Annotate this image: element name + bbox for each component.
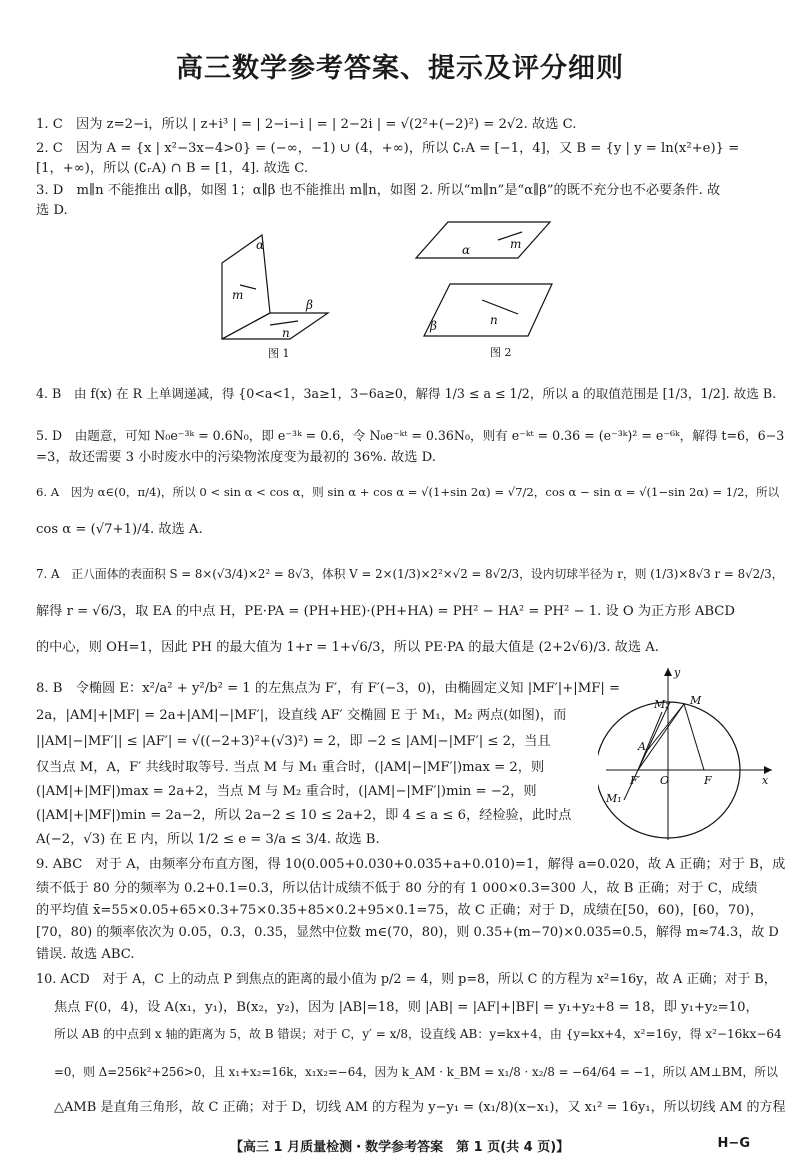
fig1-label-beta: β — [306, 298, 313, 312]
footer-text: 【高三 1 月质量检测・数学参考答案 第 1 页(共 4 页)】 — [230, 1140, 570, 1155]
answer-5: 5. D 由题意，可知 N₀e⁻³ᵏ = 0.6N₀，即 e⁻³ᵏ = 0.6，令 N₀e⁻ᵏᵗ = 0.36N₀，则有 e⁻ᵏᵗ = 0.36 = (e⁻³ᵏ)² = e⁻⁶ᵏ，解得 t=6，6−3 — [36, 428, 785, 443]
answer-10-cont2: 所以 AB 的中点到 x 轴的距离为 5，故 B 错误；对于 C，y′ = x/8，设直线 AB：y=kx+4，由 {y=kx+4，x²=16y，得 x²−16kx−64 — [54, 1027, 782, 1041]
fig3-label-x: x — [762, 774, 769, 787]
answer-2-cont: [1，+∞)，所以 (∁ᵣA) ∩ B = [1，4]. 故选 C. — [36, 161, 309, 176]
fig3-label-m1: M₁ — [606, 792, 622, 805]
fig3-label-a: A — [638, 740, 646, 753]
fig3-label-o: O — [660, 774, 670, 787]
answer-10-cont1: 焦点 F(0，4)，设 A(x₁，y₁)，B(x₂，y₂)，因为 |AB|=18，则 |AB| = |AF|+|BF| = y₁+y₂+8 = 18，即 y₁+y₂=10， — [54, 1000, 759, 1015]
answer-5-cont: =3，故还需要 3 小时废水中的污染物浓度变为最初的 36%. 故选 D. — [36, 450, 436, 465]
answer-9-cont1: 绩不低于 80 分的频率为 0.2+0.1=0.3，所以估计成绩不低于 80 分的有 1 000×0.3=300 人，故 B 正确；对于 C，成绩 — [36, 881, 758, 896]
answer-8-cont3: 仅当点 M，A，F′ 共线时取等号. 当点 M 与 M₁ 重合时，(|AM|−|MF′|)max = 2，则 — [36, 760, 545, 775]
fig2-label-n: n — [490, 313, 498, 327]
figure-2 — [410, 210, 560, 360]
fig3-label-m2: M₂ — [654, 698, 670, 711]
answer-6-cont: cos α = (√7+1)/4. 故选 A. — [36, 522, 203, 537]
fig2-label-alpha: α — [462, 243, 471, 257]
fig3-label-y: y — [674, 666, 681, 679]
answer-8-cont5: (|AM|+|MF|)min = 2a−2，所以 2a−2 ≤ 10 ≤ 2a+2，即 4 ≤ a ≤ 6，经检验，此时点 — [36, 808, 572, 823]
page-title: 高三数学参考答案、提示及评分细则 — [176, 53, 624, 84]
fig3-label-f-prime: F′ — [630, 774, 641, 787]
fig3-label-m: M — [690, 694, 702, 707]
answer-7-cont2: 的中心，则 OH=1，因此 PH 的最大值为 1+r = 1+√6/3，所以 PE·PA 的最大值是 (2+2√6)/3. 故选 A. — [36, 640, 659, 655]
answer-9-cont4: 错误. 故选 ABC. — [36, 947, 135, 962]
answer-8-cont2: ||AM|−|MF′|| ≤ |AF′| = √((−2+3)²+(√3)²) = 2，即 −2 ≤ |AM|−|MF′| ≤ 2，当且 — [36, 734, 551, 749]
fig1-label-alpha: α — [256, 238, 265, 252]
answer-9: 9. ABC 对于 A，由频率分布直方图，得 10(0.005+0.030+0.035+a+0.010)=1，解得 a=0.020，故 A 正确；对于 B，成 — [36, 857, 786, 872]
answer-7-cont1: 解得 r = √6/3，取 EA 的中点 H，PE·PA = (PH+HE)·(PH+HA) = PH² − HA² = PH² − 1. 设 O 为正方形 ABCD — [36, 604, 735, 619]
answer-9-cont3: [70，80) 的频率依次为 0.05，0.3，0.35，显然中位数 m∈(70，80)，则 0.35+(m−70)×0.035=0.5，解得 m≈74.3，故 D — [36, 925, 779, 940]
fig2-label-beta: β — [430, 319, 437, 333]
answer-7: 7. A 正八面体的表面积 S = 8×(√3/4)×2² = 8√3，体积 V = 2×(1/3)×2²×√2 = 8√2/3，设内切球半径为 r，则 (1/3)×8√3 r = 8√2/3， — [36, 567, 784, 581]
answer-1: 1. C 因为 z=2−i，所以 | z+i³ | = | 2−i−i | = | 2−2i | = √(2²+(−2)²) = 2√2. 故选 C. — [36, 117, 577, 132]
answer-6: 6. A 因为 α∈(0，π/4)，所以 0 < sin α < cos α，则 sin α + cos α = √(1+sin 2α) = √7/2，cos α − sin α = √(1−sin 2α) = 1/2，所以 — [36, 485, 780, 499]
answer-4: 4. B 由 f(x) 在 R 上单调递减，得 {0<a<1，3a≥1，3−6a≥0，解得 1/3 ≤ a ≤ 1/2，所以 a 的取值范围是 [1/3，1/2]. 故选 B. — [36, 386, 777, 401]
footer-code: H−G — [717, 1136, 750, 1151]
answer-10-cont4: △AMB 是直角三角形，故 C 正确；对于 D，切线 AM 的方程为 y−y₁ = (x₁/8)(x−x₁)，又 x₁² = 16y₁，所以切线 AM 的方程 — [54, 1100, 786, 1115]
answer-8-cont6: A(−2，√3) 在 E 内，所以 1/2 ≤ e = 3/a ≤ 3/4. 故选 B. — [36, 832, 380, 847]
answer-10-cont3: =0，则 Δ=256k²+256>0，且 x₁+x₂=16k，x₁x₂=−64，因为 k_AM · k_BM = x₁/8 · x₂/8 = −64/64 = −1，所以 AM⊥BM，所以 — [54, 1065, 778, 1079]
answer-8: 8. B 令椭圆 E：x²/a² + y²/b² = 1 的左焦点为 F′，有 F′(−3，0)，由椭圆定义知 |MF′|+|MF| = — [36, 681, 621, 696]
answer-8-cont1: 2a，|AM|+|MF| = 2a+|AM|−|MF′|，设直线 AF′ 交椭圆 E 于 M₁，M₂ 两点(如图)，而 — [36, 708, 567, 723]
answer-2: 2. C 因为 A = {x | x²−3x−4>0} = (−∞，−1) ∪ (4，+∞)，所以 ∁ᵣA = [−1，4]，又 B = {y | y = ln(x²+e)} = — [36, 141, 740, 156]
answer-9-cont2: 的平均值 x̄=55×0.05+65×0.3+75×0.35+85×0.2+95×0.1=75，故 C 正确；对于 D，成绩在[50，60)，[60，70)， — [36, 903, 764, 918]
figure-1 — [210, 225, 340, 360]
figure-3-ellipse — [598, 660, 778, 850]
fig1-caption: 图 1 — [268, 347, 290, 360]
answer-8-cont4: (|AM|+|MF|)max = 2a+2，当点 M 与 M₂ 重合时，(|AM|−|MF′|)min = −2，则 — [36, 784, 537, 799]
fig1-label-n: n — [282, 326, 290, 340]
answer-3: 3. D m∥n 不能推出 α∥β，如图 1；α∥β 也不能推出 m∥n，如图 2. 所以“m∥n”是“α∥β”的既不充分也不必要条件. 故 — [36, 183, 721, 198]
fig1-label-m: m — [232, 288, 244, 302]
fig2-label-m: m — [510, 237, 522, 251]
fig3-label-f: F — [704, 774, 712, 787]
answer-10: 10. ACD 对于 A，C 上的动点 P 到焦点的距离的最小值为 p/2 = 4，则 p=8，所以 C 的方程为 x²=16y，故 A 正确；对于 B， — [36, 972, 777, 987]
answer-3-cont: 选 D. — [36, 203, 68, 218]
fig2-caption: 图 2 — [490, 346, 512, 359]
